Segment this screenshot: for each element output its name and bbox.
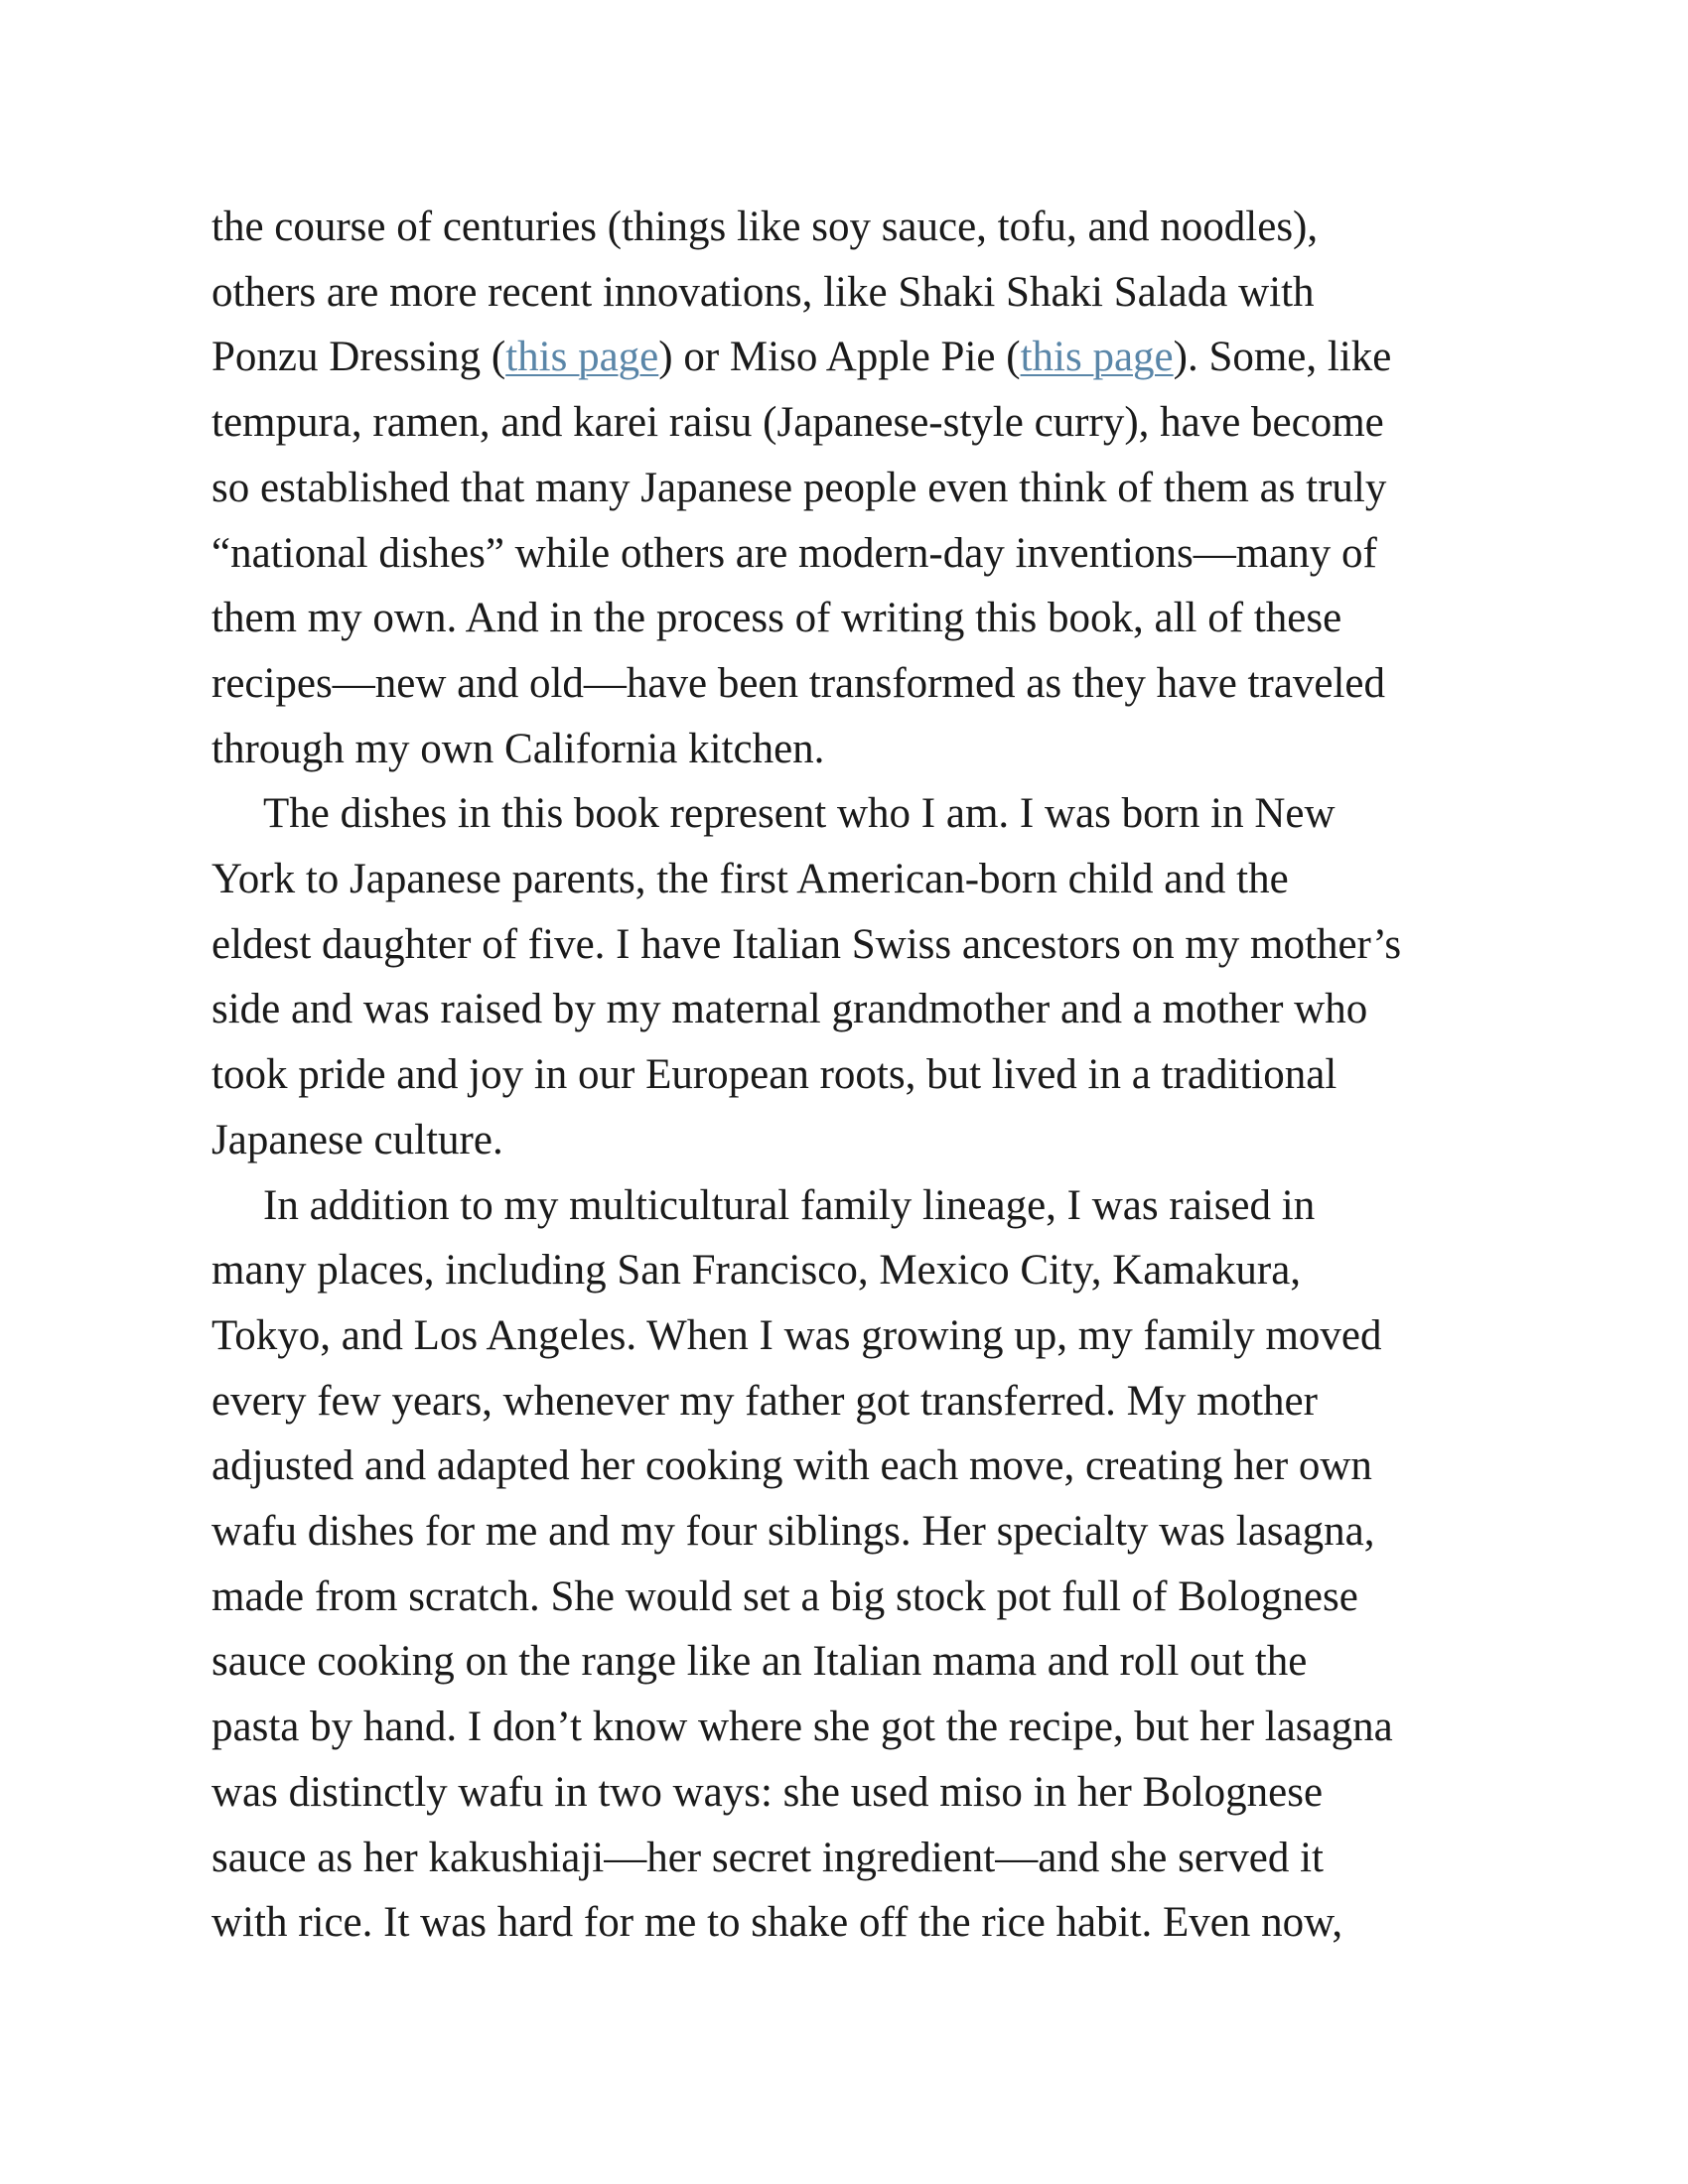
page-reference-link[interactable]: this page [1020,334,1174,381]
text-line [211,847,1492,912]
text-line [211,1238,1492,1303]
text-run: wafu dishes for me and my four siblings. Her specialty was lasagna, [211,1508,1375,1556]
text-run: The dishes in this book represent who I am. I was born in New [263,790,1336,838]
text-line [211,1108,1492,1173]
text-run: every few years, whenever my father got transferred. My mother [211,1377,1318,1425]
text-run: tempura, ramen, and karei raisu (Japanese-style curry), have become [211,399,1384,447]
text-run: adjusted and adapted her cooking with each move, creating her own [211,1442,1372,1490]
text-line [211,1695,1492,1760]
text-run: so established that many Japanese people even think of them as truly [211,464,1387,511]
text-run: through my own California kitchen. [211,725,825,772]
text-run: sauce as her kakushiaji—her secret ingredient—and she served it [211,1834,1324,1881]
text-line [211,390,1492,456]
text-line [211,586,1492,651]
text-line [211,1303,1492,1369]
text-line [211,1173,1492,1239]
text-line [211,1433,1492,1499]
text-line [211,456,1492,521]
text-run: York to Japanese parents, the first American-born child and the [211,856,1289,903]
text-run: others are more recent innovations, like Shaki Shaki Salada with [211,268,1315,316]
text-line [211,977,1492,1042]
text-line [211,651,1492,717]
page-reference-link[interactable]: this page [505,334,659,381]
text-run: with rice. It was hard for me to shake off the rice habit. Even now, [211,1899,1343,1947]
text-line [211,1826,1492,1891]
paragraph-2 [211,781,1492,1172]
paragraph-3 [211,1173,1492,1956]
text-run: made from scratch. She would set a big stock pot full of Bolognese [211,1572,1358,1620]
text-run: Ponzu Dressing ( [211,334,506,381]
text-run: eldest daughter of five. I have Italian Swiss ancestors on my mother’s [211,920,1402,968]
text-line [211,781,1492,847]
text-run: took pride and joy in our European roots, but lived in a traditional [211,1051,1337,1099]
text-run: side and was raised by my maternal grandmother and a mother who [211,986,1368,1033]
text-line [211,1042,1492,1108]
text-run: ) or Miso Apple Pie ( [658,334,1021,381]
text-run: was distinctly wafu in two ways: she used miso in her Bolognese [211,1768,1324,1816]
text-line [211,1890,1492,1956]
text-line [211,1760,1492,1826]
paragraph-1 [211,195,1492,781]
text-line [211,1369,1492,1434]
text-run: ). Some, like [1173,334,1392,381]
text-line [211,325,1492,390]
text-run: Tokyo, and Los Angeles. When I was growing up, my family moved [211,1311,1382,1359]
text-run: pasta by hand. I don’t know where she got the recipe, but her lasagna [211,1704,1393,1751]
text-line [211,521,1492,587]
text-run: many places, including San Francisco, Mexico City, Kamakura, [211,1247,1302,1295]
text-run: them my own. And in the process of writing this book, all of these [211,595,1342,642]
text-run: In addition to my multicultural family lineage, I was raised in [263,1181,1316,1229]
text-run: recipes—new and old—have been transformed as they have traveled [211,659,1386,707]
text-line [211,260,1492,326]
text-run: sauce cooking on the range like an Italian mama and roll out the [211,1638,1308,1686]
text-line [211,1629,1492,1695]
text-line [211,1565,1492,1630]
text-run: the course of centuries (things like soy sauce, tofu, and noodles), [211,204,1319,250]
text-line [211,717,1492,782]
text-line [211,195,1492,260]
text-line [211,1499,1492,1565]
body-text [211,195,1492,1956]
text-run: “national dishes” while others are modern-day inventions—many of [211,529,1377,577]
text-line [211,912,1492,978]
text-run: Japanese culture. [211,1116,503,1163]
